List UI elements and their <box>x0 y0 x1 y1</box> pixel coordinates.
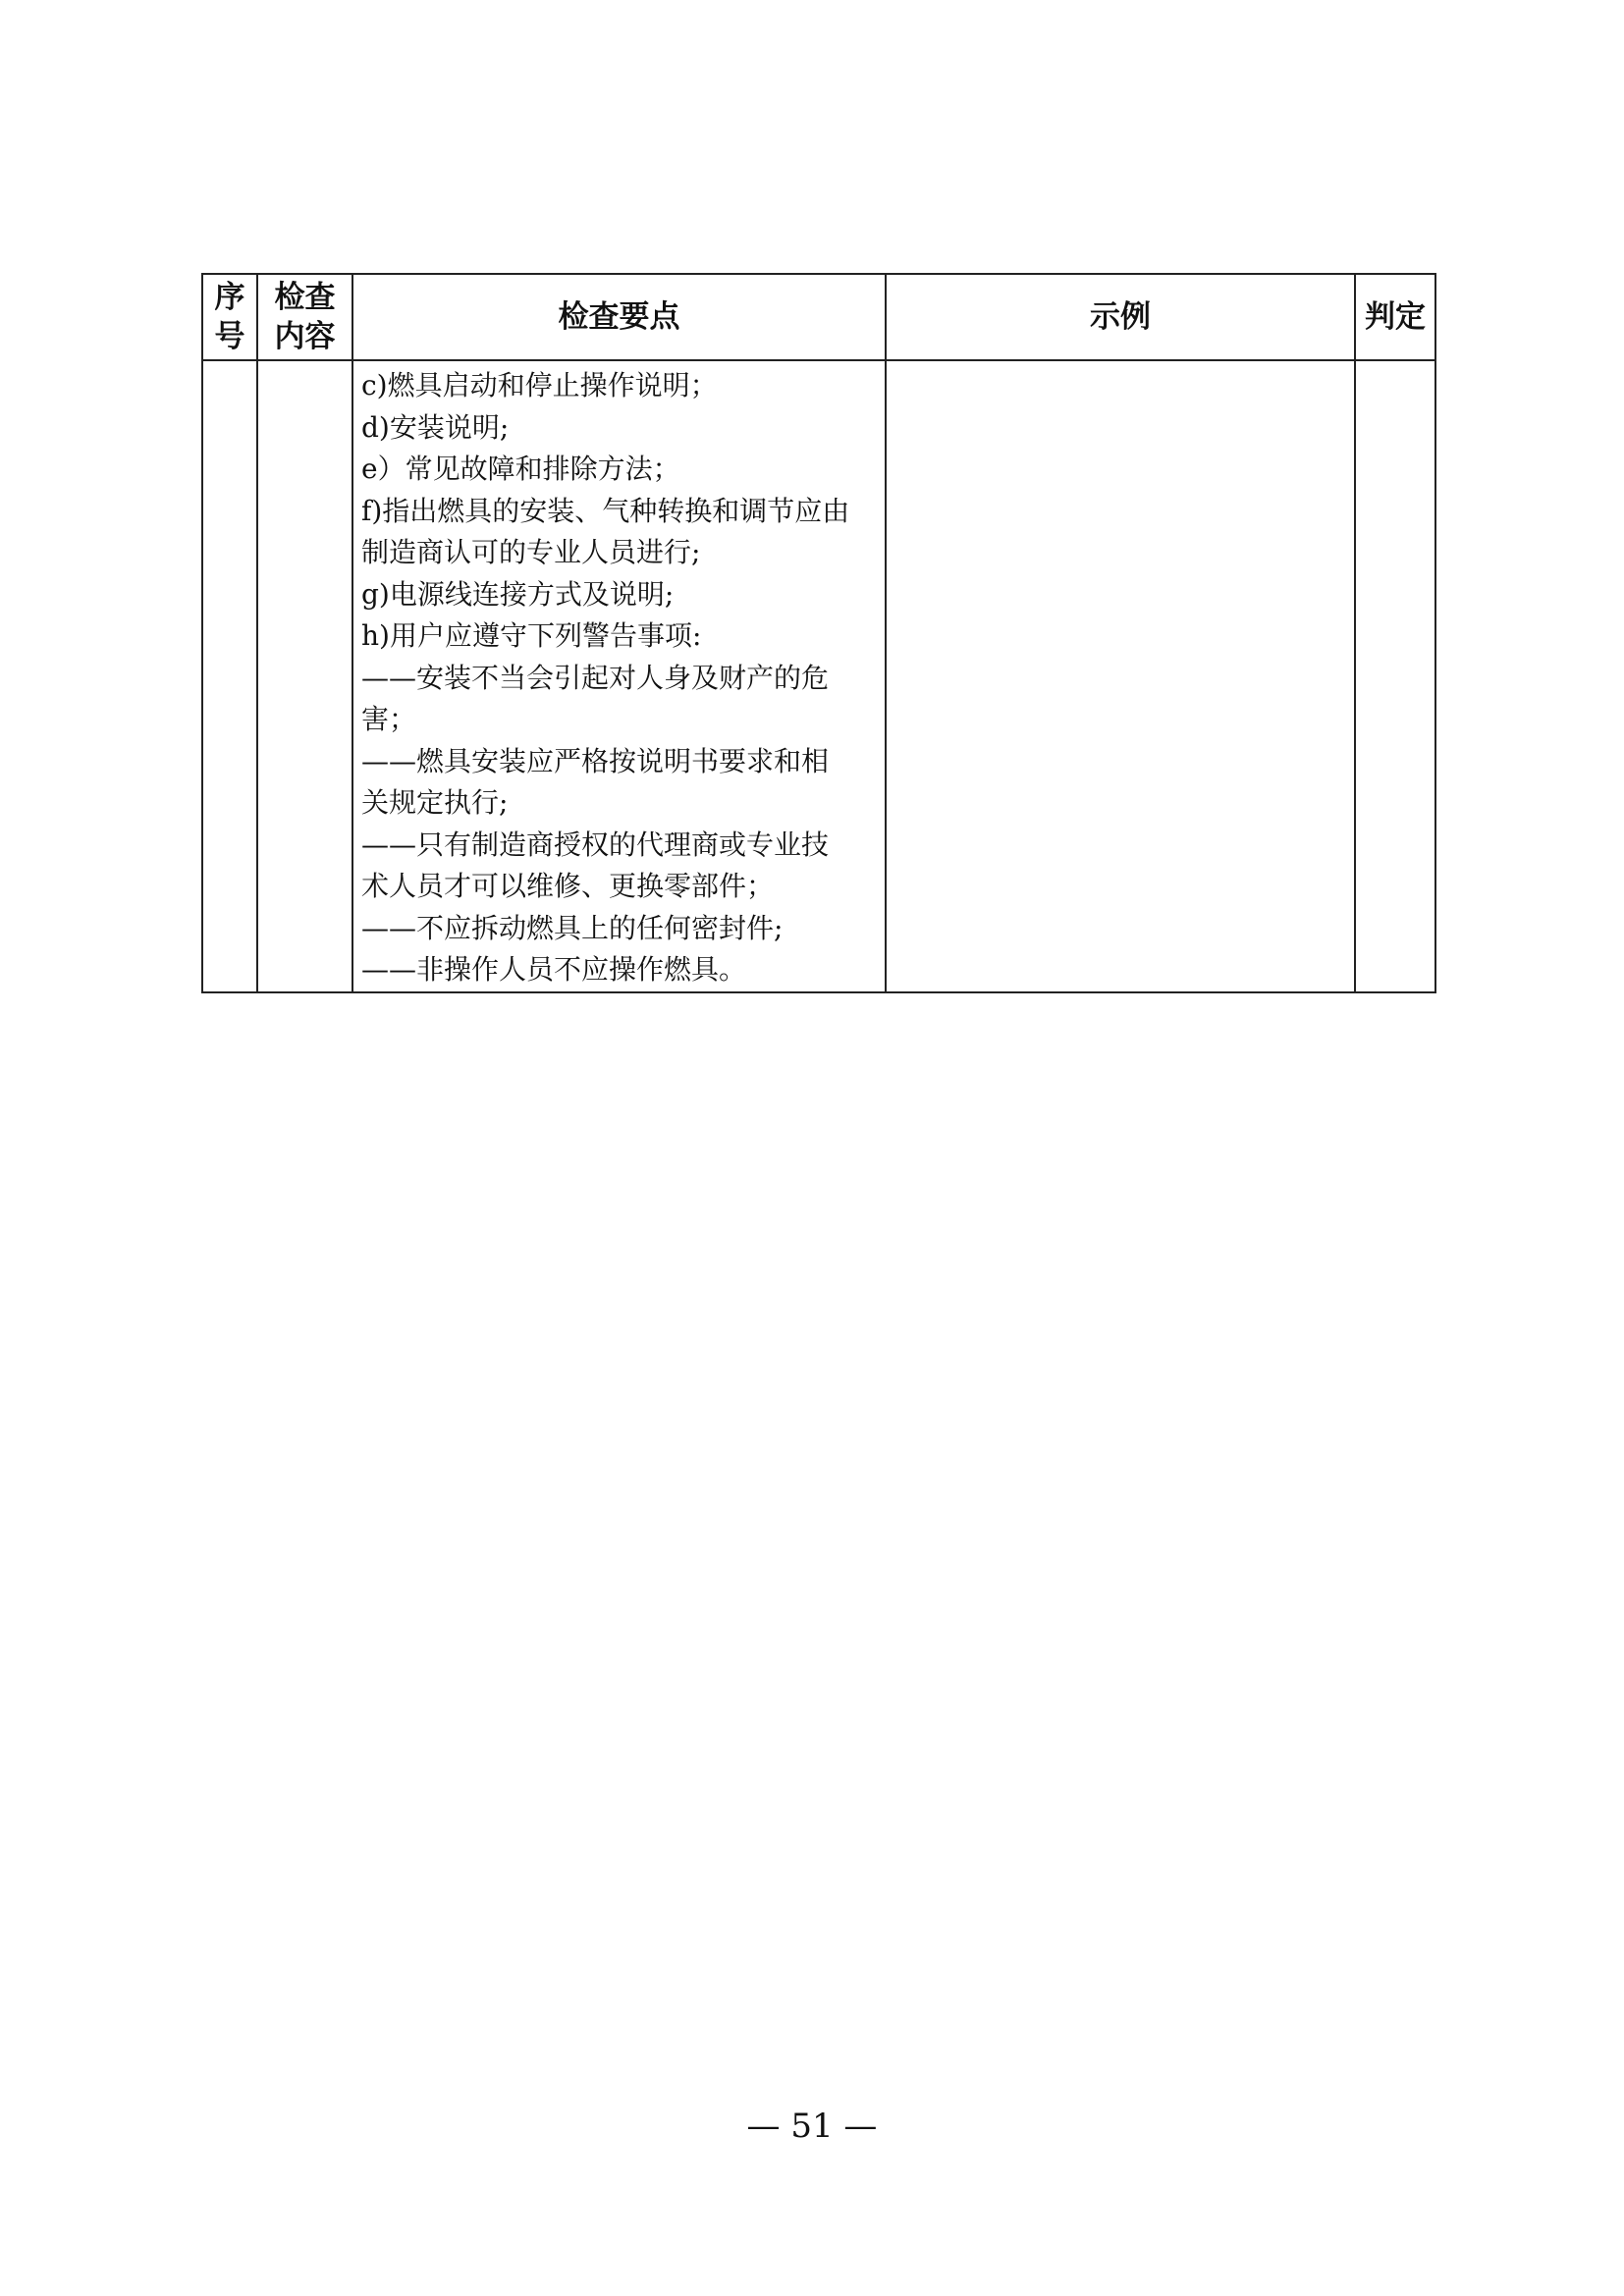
table-row <box>202 360 1435 992</box>
list-item: e）常见故障和排除方法； <box>361 453 680 485</box>
header-seq-line2: 号 <box>214 319 245 354</box>
list-item: ——不应拆动燃具上的任何密封件; <box>361 911 784 944</box>
header-content-line2: 内容 <box>274 319 336 354</box>
table-header <box>202 274 1435 360</box>
list-item: 害； <box>361 703 417 735</box>
list-item: 术人员才可以维修、更换零部件； <box>361 870 775 902</box>
header-seq-line1: 序 <box>214 280 245 315</box>
list-item: 关规定执行; <box>361 786 509 819</box>
header-judgement: 判定 <box>1355 274 1435 360</box>
list-item: f)指出燃具的安装、气种转换和调节应由 <box>361 494 850 527</box>
inspection-table <box>201 273 1436 993</box>
table-body <box>202 360 1435 992</box>
list-item: ——安装不当会引起对人身及财产的危 <box>361 661 830 694</box>
header-example: 示例 <box>886 274 1355 360</box>
header-row <box>202 274 1435 360</box>
cell-judgement <box>1355 360 1435 992</box>
header-content <box>257 274 352 360</box>
header-points: 检查要点 <box>352 274 886 360</box>
cell-seq <box>202 360 257 992</box>
cell-content <box>257 360 352 992</box>
list-item: d)安装说明; <box>361 410 510 444</box>
cell-points <box>352 360 886 992</box>
list-item: ——非操作人员不应操作燃具。 <box>361 953 747 986</box>
page-number: — 51 — <box>746 2107 878 2146</box>
list-item: 制造商认可的专业人员进行; <box>361 536 701 568</box>
list-item: h)用户应遵守下列警告事项: <box>361 619 702 652</box>
header-content-line1: 检查 <box>274 280 336 315</box>
list-item: ——燃具安装应严格按说明书要求和相 <box>361 744 830 777</box>
list-item: ——只有制造商授权的代理商或专业技 <box>361 828 830 861</box>
points-list <box>353 361 885 991</box>
cell-example <box>886 360 1355 992</box>
header-seq <box>202 274 257 360</box>
list-item: c)燃具启动和停止操作说明； <box>361 369 718 401</box>
list-item: g)电源线连接方式及说明; <box>361 577 675 611</box>
